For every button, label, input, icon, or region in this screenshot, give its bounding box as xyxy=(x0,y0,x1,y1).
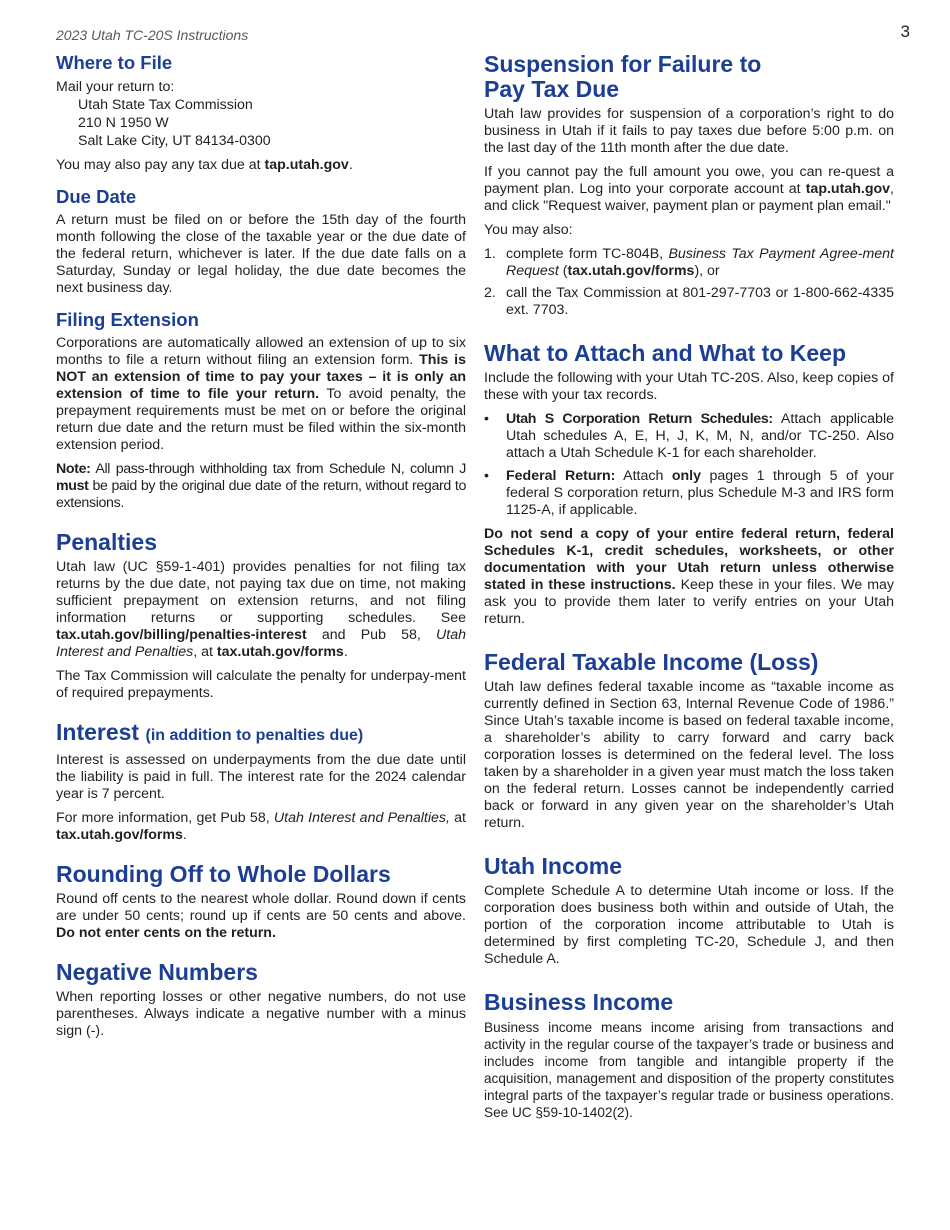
tc804b-forms-link[interactable]: tax.utah.gov/forms xyxy=(567,263,695,279)
right-column xyxy=(484,52,894,1128)
pay-online-text: You may also pay any tax due at tap.utah.gov. xyxy=(56,157,353,173)
suspension-text: Utah law provides for suspension of a corporation’s right to do business in Utah if it fails to pay taxes due before 5:00 p.m. on the last day of the 11th month after the due date. xyxy=(484,106,894,156)
business-income-section xyxy=(484,990,894,1121)
list-item: • Utah S Corporation Return Schedules: Attach applicable Utah schedules A, E, H, J, K, M, N, and/or TC-250. Also attach a Utah Schedule K-1 for each shareholder. xyxy=(484,411,894,461)
address-line-1: Utah State Tax Commission xyxy=(78,97,253,113)
where-to-file-section xyxy=(56,52,466,174)
mail-intro: Mail your return to: xyxy=(56,79,175,95)
mailing-address xyxy=(56,78,466,150)
forms-link[interactable]: tax.utah.gov/forms xyxy=(216,644,344,660)
rounding-heading: Rounding Off to Whole Dollars xyxy=(56,861,391,887)
interest-forms-link[interactable]: tax.utah.gov/forms xyxy=(56,827,183,843)
payment-plan-tap-link[interactable]: tap.utah.gov xyxy=(805,181,891,197)
attach-keep-section xyxy=(484,341,894,628)
interest-heading-sub: (in addition to penalties due) xyxy=(145,727,364,744)
federal-taxable-income-text: Utah law defines federal taxable income as “taxable income as currently defined in Section 63, Internal Revenue Code of 1986.” Since Utah’s taxable income is based on federal taxable income, a shareholder’s ability to carry forward and carry back corporation losses is determined on the federal level. The loss taken by a shareholder in a given year must match the loss taken on the federal return. Losses cannot be independently carried back or forward in any given year on the shareholder’s Utah return. xyxy=(484,679,894,831)
rounding-text: Round off cents to the nearest whole dollar. Round down if cents are under 50 cents; round up if cents are 50 cents and above. Do not enter cents on the return. xyxy=(56,891,466,941)
page-number: 3 xyxy=(900,22,910,41)
attach-list xyxy=(484,411,894,519)
list-item: 1. complete form TC-804B, Business Tax Payment Agree-ment Request (tax.utah.gov/forms), or xyxy=(484,246,894,279)
suspension-heading: Suspension for Failure to Pay Tax Due xyxy=(484,51,762,102)
business-income-heading: Business Income xyxy=(484,989,674,1015)
penalties-section xyxy=(56,530,466,702)
due-date-text: A return must be filed on or before the 15th day of the fourth month following the close of the taxable year or the due date of the federal return, whichever is later. If the due date falls on a Saturday, Sunday or legal holiday, the due date becomes the next business day. xyxy=(56,212,466,296)
tap-link[interactable]: tap.utah.gov xyxy=(264,157,349,173)
business-income-text: Business income means income arising from transactions and activity in the regular course of the taxpayer’s trade or business and includes income from tangible and intangible property if the acquisition, management and disposition of the property constitutes integral parts of the taxpayer’s regular trade or business operations. See UC §59-10-1402(2). xyxy=(484,1020,894,1120)
bullet-icon: • xyxy=(484,411,489,427)
federal-taxable-income-section xyxy=(484,650,894,832)
rounding-section xyxy=(56,862,466,942)
left-column xyxy=(56,52,466,1047)
payment-plan-text: If you cannot pay the full amount you owe, you can re-quest a payment plan. Log into your corporate account at tap.utah.gov, and click "Request waiver, payment plan or payment plan email." xyxy=(484,164,894,214)
address-line-3: Salt Lake City, UT 84134-0300 xyxy=(78,133,271,149)
penalties-interest-link[interactable]: tax.utah.gov/billing/penalties-interest xyxy=(56,627,307,643)
due-date-heading: Due Date xyxy=(56,186,137,207)
negative-numbers-heading: Negative Numbers xyxy=(56,959,258,985)
interest-text: Interest is assessed on underpayments from the due date until the liability is paid in full. The interest rate for the 2024 calendar year is 7 percent. xyxy=(56,752,466,802)
utah-income-section xyxy=(484,854,894,968)
negative-numbers-section xyxy=(56,960,466,1040)
interest-heading: Interest (in addition to penalties due) xyxy=(56,719,364,745)
filing-extension-heading: Filing Extension xyxy=(56,309,199,330)
bullet-icon: • xyxy=(484,468,489,484)
list-item: 2. call the Tax Commission at 801-297-7703 or 1-800-662-4335 ext. 7703. xyxy=(484,285,894,318)
running-head: 2023 Utah TC-20S Instructions xyxy=(56,27,249,43)
suspension-section xyxy=(484,52,894,319)
negative-numbers-text: When reporting losses or other negative numbers, do not use parentheses. Always indicate a negative number with a minus sign (-). xyxy=(56,989,466,1039)
filing-extension-text: Corporations are automatically allowed an extension of up to six months to file a return without filing an extension form. This is NOT an extension of time to pay your taxes – it is only an extension of time to file your return. To avoid penalty, the prepayment requirements must be met on or before the original return due date and the return must be filed within the six-month extension period. xyxy=(56,335,466,453)
penalties-text: Utah law (UC §59-1-401) provides penalties for not filing tax returns by the due date, not paying tax due on time, not making sufficient prepayment on extension returns, and not filing information returns or supporting schedules. See tax.utah.gov/billing/penalties-interest and Pub 58, Utah Interest and Penalties, at tax.utah.gov/forms. xyxy=(56,559,466,660)
utah-income-text: Complete Schedule A to determine Utah income or loss. If the corporation does business both within and outside of Utah, the portion of the corporation income attributable to Utah is determined by first completing TC-20, Schedule J, and then Schedule A. xyxy=(484,883,894,967)
address-line-2: 210 N 1950 W xyxy=(78,115,169,131)
attach-warning: Do not send a copy of your entire federal return, federal Schedules K-1, credit schedules, worksheets, or other documentation with your Utah return unless otherwise stated in these instructions. Keep these in your files. We may ask you to provide them later to verify entries on your Utah return. xyxy=(484,526,895,627)
filing-extension-note: Note: All pass-through withholding tax from Schedule N, column J must be paid by the original due date of the return, without regard to extensions. xyxy=(56,461,466,511)
payment-options-list xyxy=(484,246,894,319)
penalties-heading: Penalties xyxy=(56,529,157,555)
interest-more-info: For more information, get Pub 58, Utah Interest and Penalties, at tax.utah.gov/forms. xyxy=(56,810,466,843)
where-to-file-heading: Where to File xyxy=(56,52,173,73)
attach-keep-heading: What to Attach and What to Keep xyxy=(484,340,847,366)
filing-extension-section xyxy=(56,309,466,512)
federal-taxable-income-heading: Federal Taxable Income (Loss) xyxy=(484,649,819,675)
penalty-calculation-text: The Tax Commission will calculate the penalty for underpay-ment of required prepayments. xyxy=(56,668,466,701)
interest-section xyxy=(56,720,466,844)
due-date-section xyxy=(56,186,466,297)
list-item: • Federal Return: Attach only pages 1 through 5 of your federal S corporation return, plus Schedule M-3 and IRS form 1125-A, if applicable. xyxy=(484,468,894,518)
attach-intro: Include the following with your Utah TC-20S. Also, keep copies of these with your tax records. xyxy=(484,370,894,403)
utah-income-heading: Utah Income xyxy=(484,853,623,879)
you-may-also: You may also: xyxy=(484,222,573,238)
